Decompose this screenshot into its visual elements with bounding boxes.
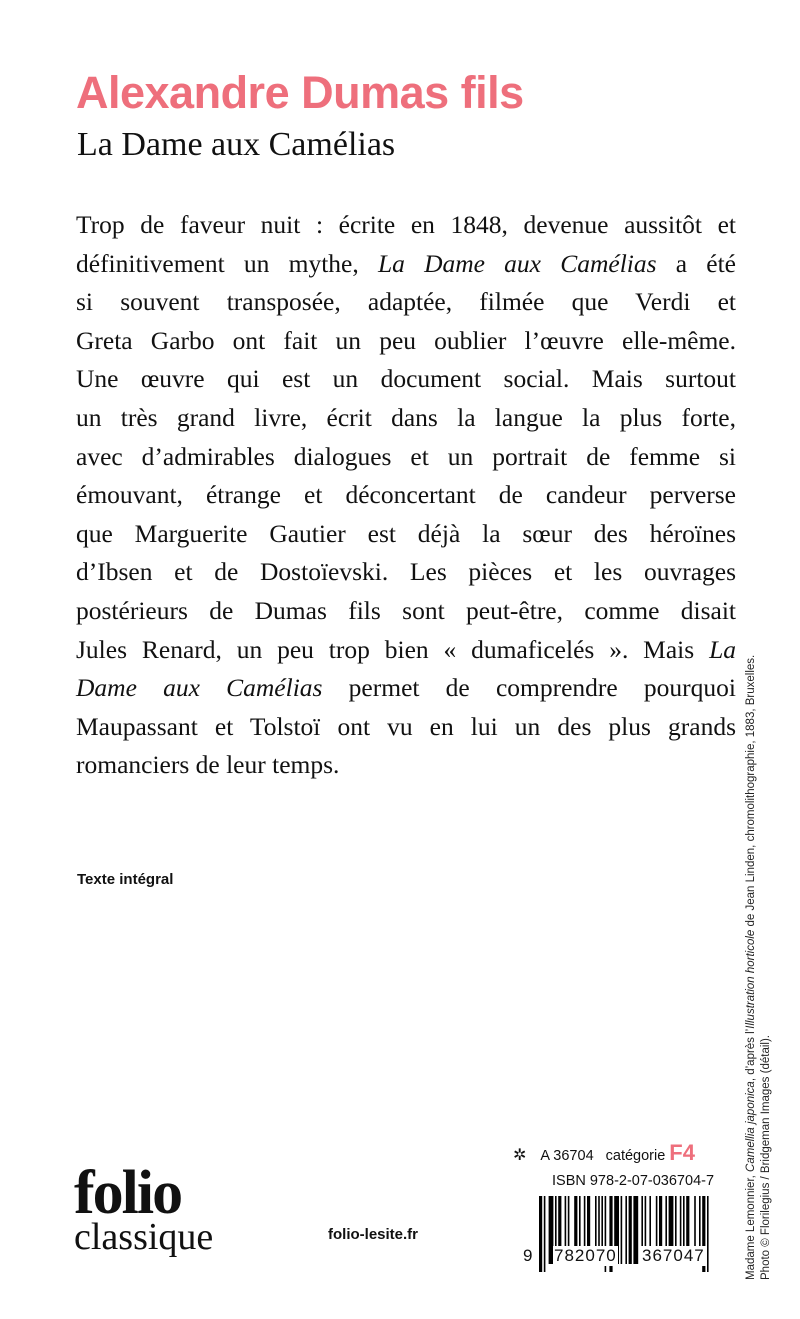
blurb-text-run: Maupassant et Tolstoï ont vu en lui un des plus grands [76, 711, 736, 741]
blurb-line [76, 245, 736, 284]
credit-run: de Jean Linden, chromolithographie, 1883, Bruxelles. [745, 654, 757, 930]
folio-classique-logo [74, 1159, 214, 1258]
barcode-bar [539, 1196, 542, 1272]
author-name: Alexandre Dumas fils [76, 67, 524, 118]
credit-line-2: Photo © Florilegius / Bridgeman Images (détail). [760, 1035, 772, 1280]
blurb-line [76, 515, 736, 554]
blurb-text-run: émouvant, étrange et déconcertant de candeur perverse [76, 480, 736, 510]
blurb-line [76, 476, 736, 515]
blurb-text-run: Une œuvre qui est un document social. Mais surtout [76, 364, 736, 394]
website-link: folio-lesite.fr [328, 1226, 419, 1243]
blurb-text-run: permet de comprendre pourquoi [322, 673, 736, 703]
blurb-line [76, 438, 736, 477]
illustration-credit [744, 560, 774, 1280]
barcode-first-digit: 9 [523, 1246, 534, 1265]
back-cover-blurb [76, 206, 736, 785]
credit-line-1 [744, 560, 759, 1280]
credit-run: Illustration horticole [745, 929, 757, 1029]
barcode-group-1: 782070 [554, 1246, 617, 1265]
blurb-line [76, 669, 736, 708]
blurb-text-run: que Marguerite Gautier est déjà la sœur des héroïnes [76, 518, 736, 548]
barcode-bar [707, 1196, 709, 1272]
category-value: F4 [669, 1140, 695, 1165]
credit-run: Madame Lemonnier, [745, 1171, 757, 1280]
blurb-line [76, 553, 736, 592]
barcode-bar [625, 1196, 627, 1264]
blurb-text-run: romanciers de leur temps. [76, 750, 340, 780]
barcode-bar [629, 1196, 632, 1264]
book-title: La Dame aux Camélias [77, 126, 396, 163]
credit-run: , d’après l’ [745, 1028, 757, 1082]
blurb-text-run: d’Ibsen et de Dostoïevski. Les pièces et les ouvrages [76, 557, 736, 587]
blurb-line [76, 708, 736, 747]
catalog-meta [513, 1140, 695, 1166]
catalog-code: A 36704 [540, 1148, 594, 1164]
blurb-line [76, 283, 736, 322]
barcode-bar [621, 1196, 623, 1264]
logo-folio-word: folio [74, 1159, 182, 1227]
credit-run: Camellia japonica [745, 1081, 757, 1172]
blurb-line [76, 399, 736, 438]
blurb-line [76, 360, 736, 399]
blurb-text-run: avec d’admirables dialogues et un portrait de femme si [76, 441, 736, 471]
blurb-italic-run: La [709, 634, 736, 664]
blurb-line [76, 322, 736, 361]
blurb-text-run: postérieurs de Dumas fils sont peut-être, comme disait [76, 595, 736, 625]
blurb-line [76, 746, 736, 785]
blurb-text-run: définitivement un mythe, [76, 248, 378, 278]
blurb-text-run: Greta Garbo ont fait un peu oublier l’œuvre elle-même. [76, 325, 736, 355]
blurb-italic-run: Dame aux Camélias [76, 673, 323, 703]
blurb-italic-run: La Dame aux Camélias [377, 248, 657, 278]
barcode-bar [633, 1196, 638, 1264]
blurb-text-run: a été [656, 248, 736, 278]
blurb-line [76, 206, 736, 245]
barcode-bar [544, 1196, 546, 1272]
flower-icon: ✲ [513, 1147, 527, 1164]
blurb-text-run: Jules Renard, un peu trop bien « dumaficelés ». Mais [76, 634, 710, 664]
logo-classique-word: classique [74, 1216, 214, 1258]
blurb-line [76, 592, 736, 631]
blurb-text-run: Trop de faveur nuit : écrite en 1848, devenue aussitôt et [76, 210, 736, 239]
isbn-number: ISBN 978-2-07-036704-7 [552, 1173, 715, 1189]
category-label: catégorie [605, 1148, 666, 1164]
barcode-group-2: 367047 [642, 1246, 705, 1265]
blurb-text-run: si souvent transposée, adaptée, filmée que Verdi et [76, 287, 736, 317]
integral-text-label: Texte intégral [77, 871, 174, 888]
blurb-text-run: un très grand livre, écrit dans la langue la plus forte, [76, 402, 736, 432]
blurb-line [76, 631, 736, 670]
